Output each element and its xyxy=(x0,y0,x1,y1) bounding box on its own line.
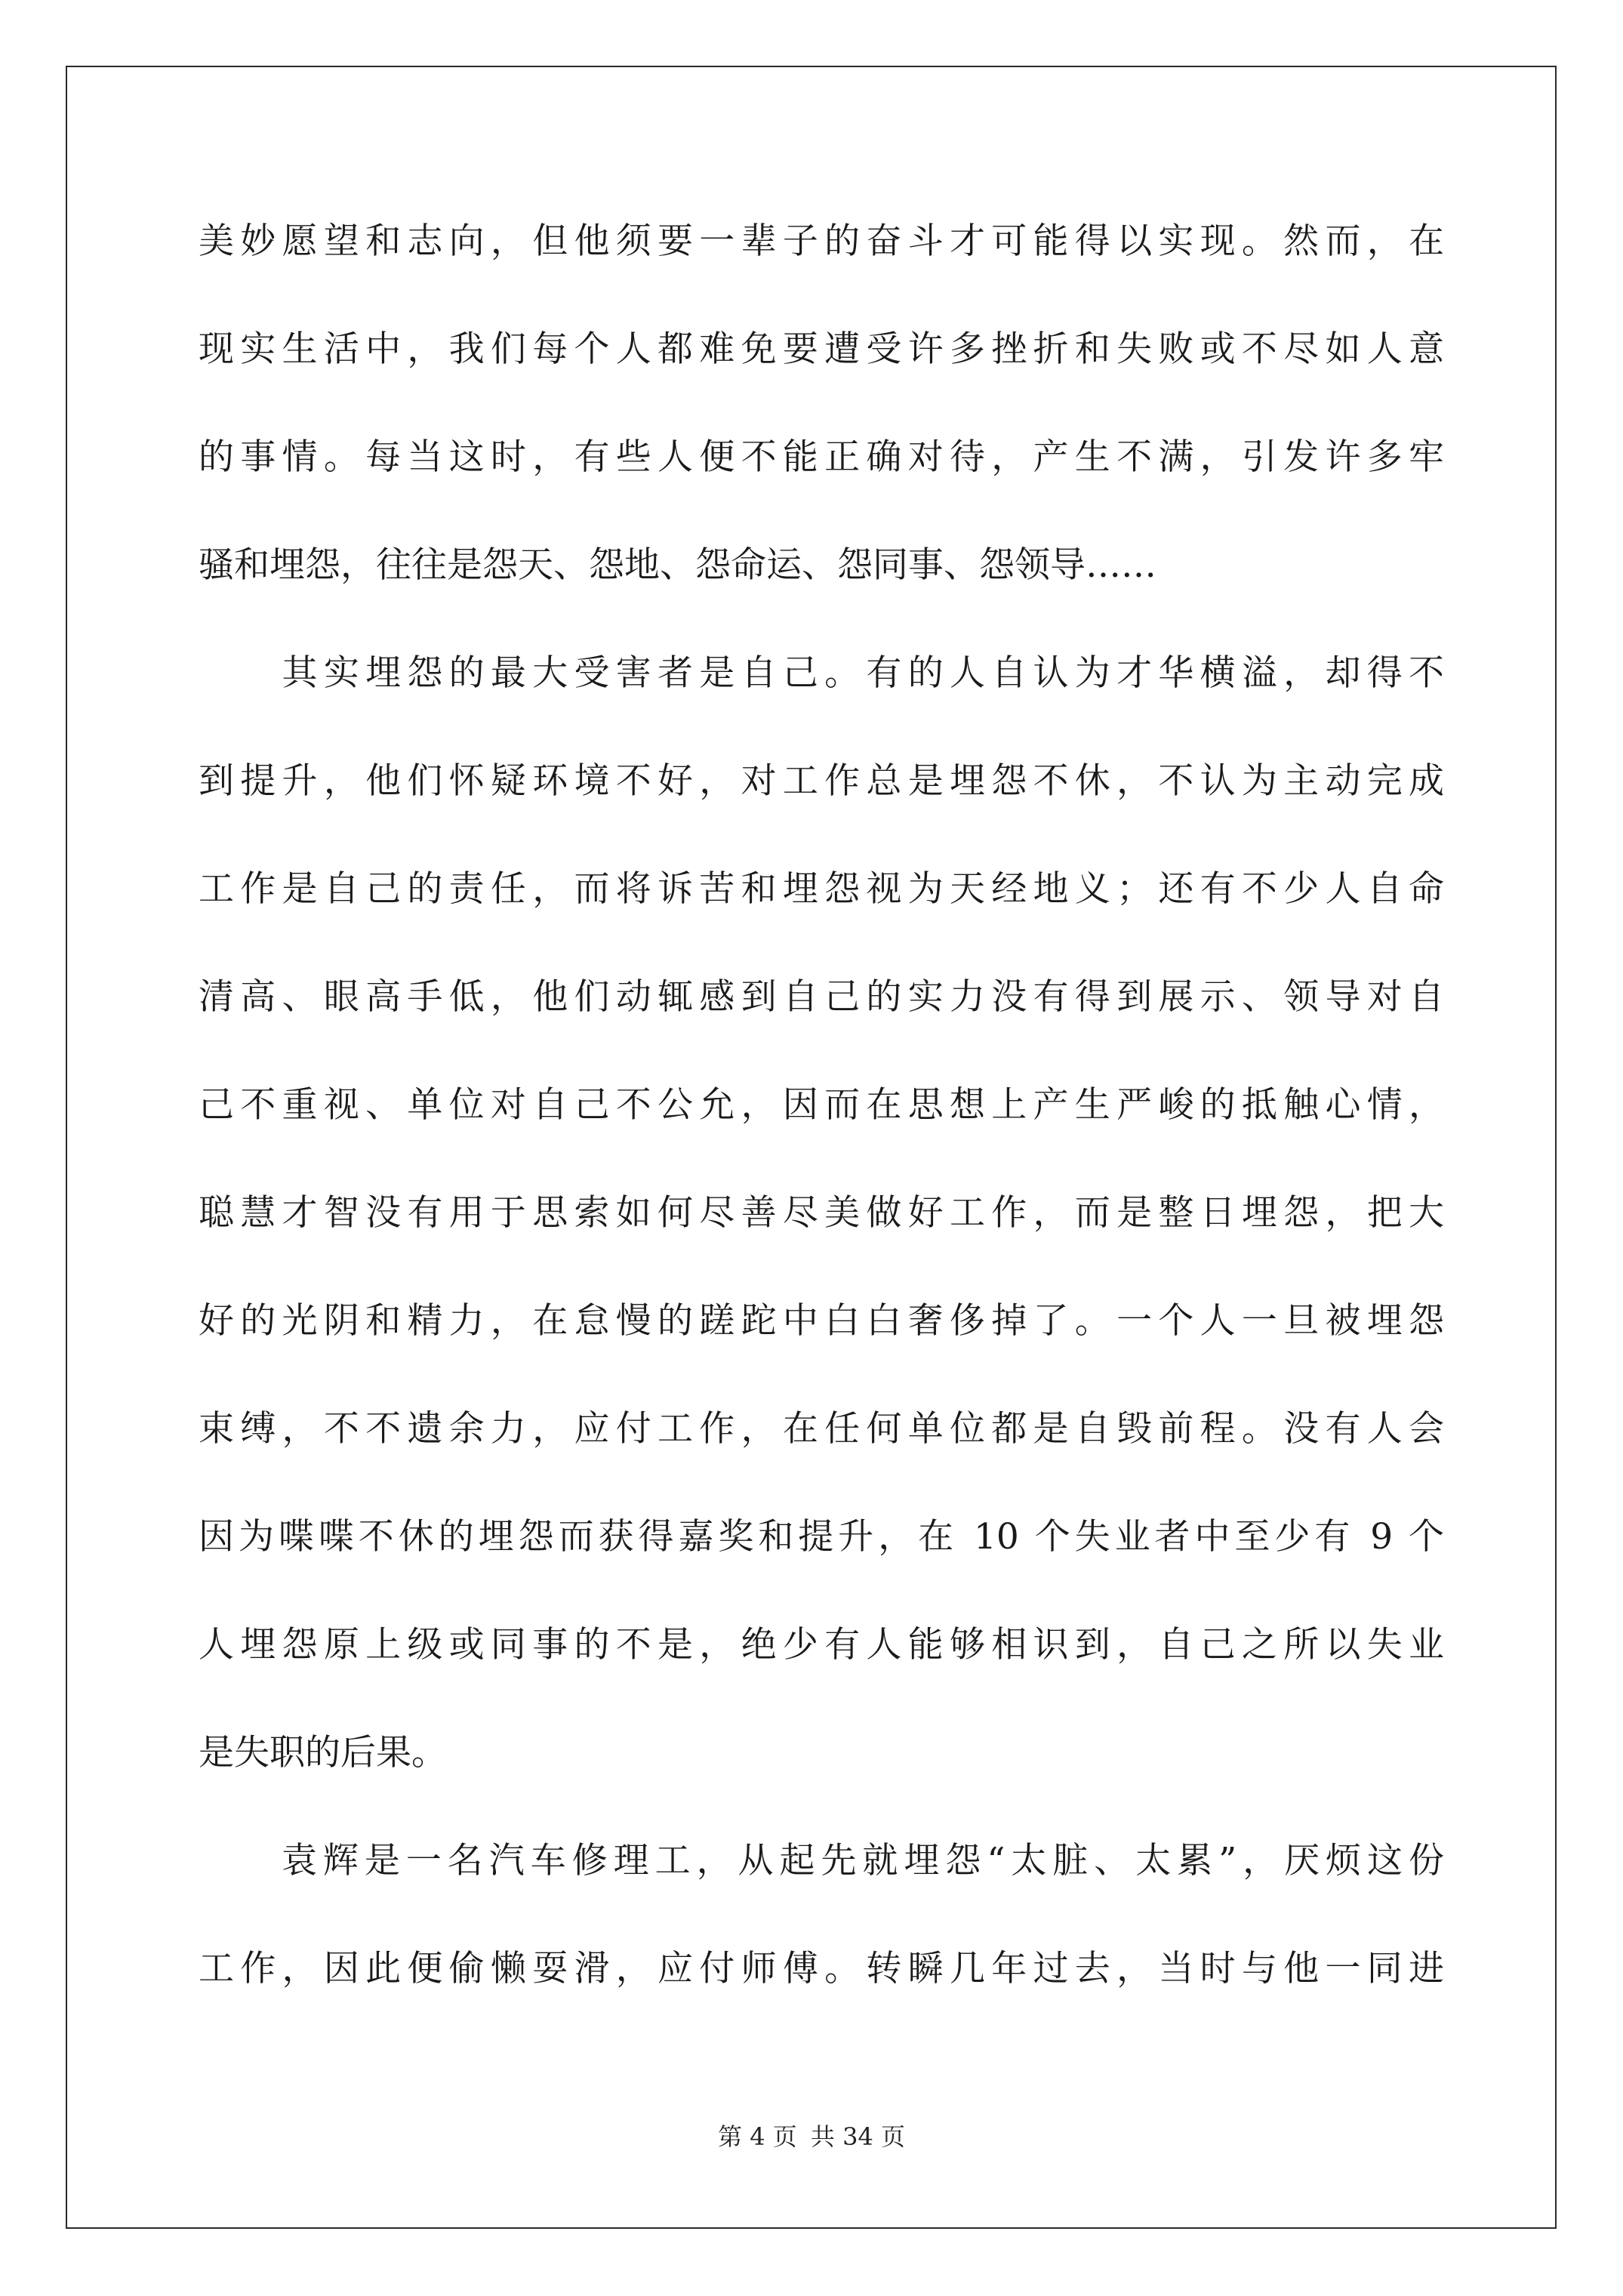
page-total: 共 34 页 xyxy=(810,2122,905,2151)
document-body xyxy=(199,219,1444,2054)
text-line: 是失职的后果。 xyxy=(199,1732,447,1774)
text-line: 人埋怨原上级或同事的不是，绝少有人能够相识到，自己之所以失业 xyxy=(199,1624,1444,1666)
text-line: 清高、眼高手低，他们动辄感到自己的实力没有得到展示、领导对自 xyxy=(199,976,1444,1018)
page-number: 第 4 页 xyxy=(718,2122,797,2151)
text-line: 的事情。每当这时，有些人便不能正确对待，产生不满，引发许多牢 xyxy=(199,436,1444,478)
page-footer xyxy=(0,2118,1623,2153)
text-line: 聪慧才智没有用于思索如何尽善尽美做好工作，而是整日埋怨，把大 xyxy=(199,1192,1444,1234)
text-line: 袁辉是一名汽车修理工，从起先就埋怨“太脏、太累”，厌烦这份 xyxy=(199,1840,1444,1881)
text-line: 工作，因此便偷懒耍滑，应付师傅。转瞬几年过去，当时与他一同进 xyxy=(199,1948,1444,1989)
text-line: 其实埋怨的最大受害者是自己。有的人自认为才华横溢，却得不 xyxy=(199,652,1444,694)
text-line: 束缚，不不遗余力，应付工作，在任何单位都是自毁前程。没有人会 xyxy=(199,1408,1444,1450)
text-line: 因为喋喋不休的埋怨而获得嘉奖和提升，在 10 个失业者中至少有 9 个 xyxy=(199,1516,1444,1558)
text-line: 到提升，他们怀疑环境不好，对工作总是埋怨不休，不认为主动完成 xyxy=(199,760,1444,802)
text-line: 现实生活中，我们每个人都难免要遭受许多挫折和失败或不尽如人意 xyxy=(199,328,1444,370)
text-line: 美妙愿望和志向，但他须要一辈子的奋斗才可能得以实现。然而，在 xyxy=(199,220,1444,262)
text-line: 工作是自己的责任，而将诉苦和埋怨视为天经地义；还有不少人自命 xyxy=(199,868,1444,910)
text-line: 好的光阴和精力，在怠慢的蹉跎中白白奢侈掉了。一个人一旦被埋怨 xyxy=(199,1300,1444,1342)
text-line: 己不重视、单位对自己不公允，因而在思想上产生严峻的抵触心情， xyxy=(199,1084,1444,1126)
text-line: 骚和埋怨，往往是怨天、怨地、怨命运、怨同事、怨领导…… xyxy=(199,544,1156,586)
